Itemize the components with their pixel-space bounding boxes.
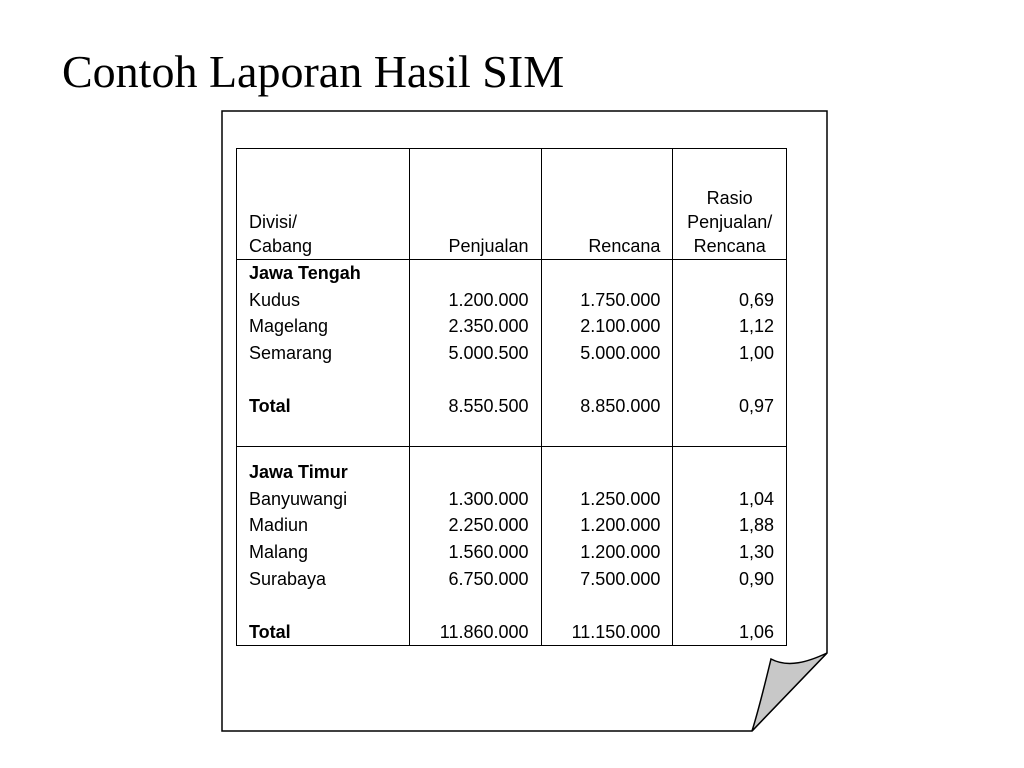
ratio-cell: 0,90 [673,566,787,593]
plan-cell: 7.500.000 [541,566,673,593]
table-header-row [237,149,787,260]
table-row [237,287,787,314]
header-division: Divisi/ Cabang [237,149,410,260]
branch-cell: Kudus [237,287,410,314]
header-ratio: Rasio Penjualan/ Rencana [673,149,787,260]
plan-cell: 1.250.000 [541,486,673,513]
ratio-cell: 1,30 [673,539,787,566]
plan-cell: 1.200.000 [541,512,673,539]
sales-cell: 1.200.000 [409,287,541,314]
ratio-cell: 1,04 [673,486,787,513]
table-row [237,566,787,593]
total-sales-cell: 11.860.000 [409,619,541,646]
table-row [237,512,787,539]
spacer-row [237,420,787,447]
plan-cell: 1.200.000 [541,539,673,566]
plan-cell: 5.000.000 [541,340,673,367]
branch-cell: Magelang [237,313,410,340]
total-sales-cell: 8.550.500 [409,393,541,420]
total-row [237,393,787,420]
total-label: Total [237,619,410,646]
plan-cell: 1.750.000 [541,287,673,314]
group-header-row [237,459,787,486]
branch-cell: Malang [237,539,410,566]
sales-cell: 6.750.000 [409,566,541,593]
branch-cell: Banyuwangi [237,486,410,513]
total-ratio-cell: 1,06 [673,619,787,646]
spacer-row [237,592,787,619]
sales-cell: 1.300.000 [409,486,541,513]
ratio-cell: 0,69 [673,287,787,314]
spacer-row [237,447,787,460]
total-plan-cell: 8.850.000 [541,393,673,420]
sales-cell: 1.560.000 [409,539,541,566]
ratio-cell: 1,00 [673,340,787,367]
sales-cell: 5.000.500 [409,340,541,367]
sales-cell: 2.350.000 [409,313,541,340]
total-ratio-cell: 0,97 [673,393,787,420]
group-name: Jawa Tengah [237,260,410,287]
table-row [237,539,787,566]
sales-cell: 2.250.000 [409,512,541,539]
table-row [237,313,787,340]
table-row [237,340,787,367]
group-header-row [237,260,787,287]
table-row [237,486,787,513]
header-plan: Rencana [541,149,673,260]
branch-cell: Madiun [237,512,410,539]
ratio-cell: 1,88 [673,512,787,539]
group-name: Jawa Timur [237,459,410,486]
slide-title: Contoh Laporan Hasil SIM [62,46,565,97]
branch-cell: Semarang [237,340,410,367]
branch-cell: Surabaya [237,566,410,593]
total-label: Total [237,393,410,420]
total-plan-cell: 11.150.000 [541,619,673,646]
plan-cell: 2.100.000 [541,313,673,340]
spacer-row [237,366,787,393]
total-row [237,619,787,646]
ratio-cell: 1,12 [673,313,787,340]
header-sales: Penjualan [409,149,541,260]
sales-report-table [236,148,787,646]
